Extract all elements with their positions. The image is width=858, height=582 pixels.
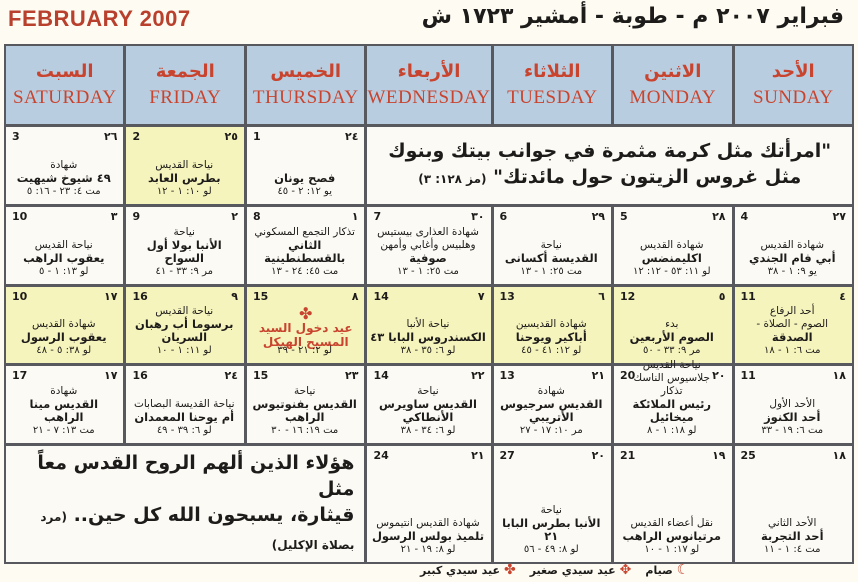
coptic-date: ٢٧ [832, 209, 846, 223]
event-line: القديسة أكسانى [504, 250, 598, 265]
coptic-date: ١٧ [104, 289, 118, 303]
event-line: الثاني بالقسطنطينية [264, 237, 346, 265]
gregorian-date: 11 [740, 369, 756, 383]
event-line: يعقوب الرسول [20, 330, 107, 345]
scripture-reference: لو ١٣: ١ - ٥ [39, 265, 89, 277]
gregorian-date: 21 [620, 449, 636, 462]
day-event [496, 504, 607, 556]
scripture-reference: مر ٩: ٣٣ - ٥٠ [643, 345, 701, 357]
coptic-date: ١٧ [104, 369, 118, 383]
gregorian-date: 16 [132, 369, 148, 383]
day-event [616, 359, 727, 437]
coptic-date: ٢١ [471, 449, 485, 462]
gregorian-date: 7 [373, 209, 382, 223]
day-header-saturday [6, 46, 123, 124]
coptic-date: ٢٠ [712, 369, 726, 383]
day-name-english: MONDAY [629, 87, 717, 108]
day-event [249, 172, 360, 198]
day-cell[interactable] [494, 287, 611, 364]
verse-reference: (مرد بصلاة الإكليل) [40, 510, 355, 552]
calendar-grid [4, 44, 854, 564]
day-event [369, 226, 486, 278]
legend-icon: ☾ [676, 562, 690, 578]
event-line: تذكار التجمع المسكوني [254, 225, 355, 238]
gregorian-date: 15 [252, 369, 269, 383]
day-cell[interactable] [367, 366, 490, 443]
legend-item [645, 562, 689, 578]
day-event [737, 239, 848, 278]
day-name-arabic: الخميس [270, 61, 342, 82]
gregorian-date: 15 [252, 289, 269, 303]
verse-line [16, 502, 354, 558]
coptic-date: ٢٢ [471, 369, 485, 383]
day-name-english: SATURDAY [12, 87, 117, 108]
event-line: اكليمنضس [641, 250, 702, 265]
gregorian-date: 11 [740, 289, 756, 303]
scripture-reference: لو ٣٨: ٥ - ٤٨ [36, 345, 92, 357]
scripture-reference: لو ٨: ٤٩ - ٥٦ [523, 544, 579, 555]
event-line: أحد الرفاع [769, 305, 815, 318]
day-event [128, 226, 239, 278]
major-feast [249, 303, 362, 349]
event-line: فصح يونان [274, 170, 336, 185]
gregorian-date: 13 [499, 289, 515, 303]
day-cell[interactable] [247, 207, 364, 284]
day-name-english: FRIDAY [149, 87, 222, 108]
coptic-date: ١٨ [832, 449, 846, 462]
day-event [496, 239, 607, 278]
event-line: أحد التجربة [760, 529, 824, 543]
gregorian-date: 14 [373, 289, 389, 303]
day-event [737, 305, 848, 357]
verse-line [418, 164, 801, 192]
day-cell[interactable] [247, 287, 364, 364]
event-line: القديس سرجيوس الأتريبي [500, 397, 603, 424]
day-cell[interactable] [126, 127, 243, 204]
day-event [8, 318, 119, 357]
scripture-reference: لو ٦: ٣٤ - ٣٨ [400, 425, 456, 436]
day-event [496, 385, 607, 437]
event-line: تلميذ بولس الرسول [371, 529, 485, 543]
day-cell[interactable] [735, 287, 852, 364]
event-line: نياحة [540, 238, 562, 251]
gregorian-date: 9 [132, 209, 141, 223]
day-header-monday [614, 46, 731, 124]
title-arabic: فبراير ٢٠٠٧ م - طوبة - أمشير ١٧٢٣ ش [421, 4, 844, 29]
day-cell[interactable] [614, 207, 731, 284]
day-event [737, 517, 848, 556]
day-cell[interactable] [614, 287, 731, 364]
legend-label: صيام [645, 563, 673, 577]
day-name-english: THURSDAY [252, 87, 359, 108]
day-cell[interactable] [614, 446, 731, 562]
event-line: نياحة القديس [155, 305, 214, 318]
gregorian-date: 25 [740, 449, 756, 462]
day-cell[interactable] [735, 207, 852, 284]
day-cell[interactable] [6, 287, 123, 364]
day-cell[interactable] [6, 207, 123, 284]
legend-icon: ✥ [619, 562, 632, 578]
coptic-date: ٢٩ [591, 209, 606, 223]
day-cell[interactable] [367, 207, 490, 284]
coptic-date: ٣ [110, 209, 118, 223]
scripture-reference: مت ٤: ١ - ١١ [764, 544, 821, 555]
day-cell[interactable] [494, 366, 611, 443]
day-event [616, 318, 727, 357]
verse-text: مثل غروس الزيتون حول مائدتك" [493, 166, 802, 189]
feast-title: عيد دخول السيد المسيح الهيكل [258, 320, 353, 349]
scripture-reference: مت ١٩: ١٦ - ٣٠ [271, 425, 339, 436]
gregorian-date: 20 [620, 369, 636, 383]
event-line: القديس مينا الراهب [29, 397, 99, 424]
event-line: ٤٩ شيوخ شيهيت [16, 170, 111, 185]
event-line: وهلبيس وأغابي وأمهن [380, 238, 476, 251]
event-line: الأنبا بولا أول السواح [146, 237, 222, 265]
event-line: تذكار [660, 385, 683, 397]
scripture-reference: مت ٤٥: ٢٤ - ١٣ [271, 265, 339, 277]
day-event [249, 226, 360, 278]
scripture-reference: لو ١٧: ١ - ١٠ [644, 544, 700, 555]
event-line: رئيس الملائكة ميخائيل [632, 397, 712, 424]
event-line: نياحة [417, 385, 439, 397]
coptic-date: ٨ [351, 289, 359, 303]
day-event [369, 517, 486, 556]
event-line: مرتيانوس الراهب [622, 529, 722, 543]
scripture-reference: لو ١٢: ٤١ - ٤٥ [521, 345, 582, 357]
day-event [128, 305, 239, 357]
day-event [369, 385, 486, 437]
verse-text: قيثارة، يسبحون الله كل حين.. [73, 504, 355, 526]
verse-reference: (مز ١٢٨: ٣) [418, 172, 487, 187]
gregorian-date: 4 [740, 209, 749, 223]
day-name-arabic: الاثنين [644, 61, 702, 82]
scripture-reference: مت ١٣: ٧ - ٢١ [32, 425, 95, 436]
legend-icon: ✤ [503, 562, 516, 578]
event-line: شهادة العذارى بيستيس [377, 225, 479, 238]
day-cell[interactable] [494, 446, 611, 562]
coptic-date: ٤ [839, 289, 846, 303]
coptic-date: ٩ [231, 289, 238, 303]
legend-item [530, 562, 632, 578]
scripture-reference: لو ١١: ١ - ١٠ [156, 345, 212, 357]
title-english: FEBRUARY 2007 [8, 6, 191, 31]
event-line: شهادة القديس [31, 318, 96, 331]
coptic-date: ٢٨ [712, 209, 726, 223]
verse-line: هؤلاء الذين ألهم الروح القدس معاً مثل [37, 452, 355, 500]
event-line: نياحة القديسة البصابات [133, 398, 235, 410]
scripture-reference: مت ٢٥: ١ - ١٣ [520, 265, 583, 277]
coptic-date: ١٨ [832, 369, 846, 383]
day-event [128, 159, 239, 198]
event-line: نياحة القديس [155, 158, 214, 171]
day-cell[interactable] [247, 127, 364, 204]
event-line: الأنبا بطرس البابا ٢١ [502, 516, 601, 543]
day-cell[interactable] [367, 287, 490, 364]
day-event [496, 318, 607, 357]
gregorian-date: 17 [12, 369, 28, 383]
coptic-date: ٧ [477, 289, 485, 303]
coptic-date: ١ [351, 209, 359, 223]
scripture-reference: مت ٤: ٢٣ - ١٦: ٥ [26, 185, 101, 197]
event-line: نقل أعضاء القديس [630, 517, 714, 529]
gregorian-date: 10 [12, 289, 28, 303]
scripture-reference: لو ٨: ١٩ - ٢١ [400, 544, 456, 555]
day-cell[interactable] [247, 366, 364, 443]
day-cell[interactable] [6, 127, 123, 204]
day-name-english: SUNDAY [753, 87, 834, 108]
day-cell[interactable] [367, 446, 490, 562]
event-line: شهادة القديسين [515, 318, 587, 331]
scripture-reference: مت ٦: ١٩ - ٣٣ [761, 425, 824, 436]
coptic-date: ٢١ [591, 369, 606, 383]
coptic-date: ٣٠ [471, 209, 485, 223]
event-line: أبي فام الجندي [748, 250, 836, 265]
day-header-sunday [735, 46, 852, 124]
day-cell[interactable] [126, 287, 243, 364]
gregorian-date: 27 [499, 449, 515, 462]
day-event [249, 385, 360, 437]
coptic-date: ٢٤ [345, 130, 359, 143]
day-name-english: TUESDAY [507, 87, 598, 108]
scripture-reference: مت ٦: ١ - ١٨ [764, 345, 821, 357]
day-name-arabic: الأحد [771, 61, 815, 82]
day-header-friday [126, 46, 243, 124]
event-line: الصدقة [771, 330, 813, 345]
coptic-date: ٦ [598, 289, 606, 303]
legend [420, 560, 856, 580]
event-line: الكسندروس البابا ٤٣ [370, 330, 486, 345]
event-line: بطرس العابد [147, 170, 221, 185]
event-line: نياحة [294, 385, 316, 397]
event-line: شهادة القديس [639, 238, 704, 251]
coptic-date: ٢٣ [345, 369, 359, 383]
gregorian-date: 24 [373, 449, 389, 462]
day-event [8, 385, 119, 437]
gregorian-date: 8 [252, 209, 261, 223]
gregorian-date: 13 [499, 369, 515, 383]
event-line: نياحة [540, 504, 562, 516]
event-line: أحد الكنوز [764, 410, 821, 424]
event-line: برسوما أب رهبان السريان [135, 317, 234, 345]
scripture-reference: لو ٦: ٣٩ - ٤٩ [156, 425, 212, 436]
event-line: القديس ساويرس الأنطاكي [379, 397, 477, 424]
event-line: أباكير ويوحنا [515, 330, 587, 345]
scripture-reference: لو ١١: ٥٣ - ١٢: ١٢ [633, 265, 711, 277]
day-event [8, 239, 119, 278]
coptic-date: ٢٦ [104, 130, 118, 143]
event-line: القديس بفنوتيوس الراهب [252, 397, 357, 424]
scripture-reference: مر ٩: ٣٣ - ٤١ [155, 265, 213, 277]
day-cell[interactable] [494, 207, 611, 284]
day-event [249, 344, 360, 357]
scripture-reference: لو ١٨: ١ - ٨ [647, 425, 697, 436]
day-event [369, 318, 486, 357]
legend-label: عيد سيدي صغير [529, 563, 616, 577]
scripture-reference: مت ٢٥: ١ - ١٣ [397, 265, 459, 277]
gregorian-date: 16 [132, 289, 148, 303]
event-line: بدء [665, 318, 679, 331]
day-cell[interactable] [614, 359, 731, 443]
scripture-reference: لو ٦: ٣٥ - ٣٨ [400, 345, 456, 357]
day-cell[interactable] [126, 366, 243, 443]
day-event [8, 159, 119, 198]
event-line: شهادة [537, 385, 565, 397]
event-line: نياحة [173, 225, 195, 238]
day-header-thursday [247, 46, 364, 124]
event-line: شهادة القديس انتيموس [376, 517, 480, 529]
day-name-arabic: الجمعة [155, 61, 215, 82]
day-name-arabic: الأربعاء [397, 61, 461, 82]
legend-item [420, 562, 516, 578]
event-line: نياحة القديس [642, 359, 701, 371]
day-name-arabic: السبت [35, 61, 94, 82]
event-line: يعقوب الراهب [23, 250, 105, 265]
gregorian-date: 3 [12, 130, 20, 143]
coptic-date: ٢ [231, 209, 238, 223]
gregorian-date: 2 [132, 130, 141, 143]
verse-top [367, 127, 852, 204]
day-event [128, 398, 239, 437]
event-line: شهادة [50, 385, 78, 397]
coptic-date: ٢٤ [224, 369, 238, 383]
cross-icon: ✤ [299, 303, 313, 323]
event-line: الصوم - الصلاة - [756, 318, 829, 331]
event-line: الأحد الثاني [768, 517, 817, 529]
day-event [616, 239, 727, 278]
event-line: شهادة القديس [760, 238, 825, 251]
day-event [616, 517, 727, 556]
day-cell[interactable] [735, 366, 852, 443]
scripture-reference: لو ٢: ٢١ - ٣٩ [277, 345, 333, 357]
event-line: جلاسيوس الناسك [633, 372, 710, 384]
scripture-reference: لو ١٠: ١ - ١٢ [156, 185, 212, 197]
event-line: الأحد الأول [769, 398, 816, 410]
coptic-date: ٢٥ [224, 130, 238, 143]
day-event [737, 398, 848, 437]
event-line: نياحة القديس [34, 238, 93, 251]
day-name-english: WEDNESDAY [367, 87, 491, 108]
coptic-date: ٥ [718, 289, 726, 303]
gregorian-date: 12 [620, 289, 636, 303]
coptic-date: ٢٠ [591, 449, 606, 462]
scripture-reference: يو ١٢: ٢ - ٤٥ [277, 185, 332, 197]
verse-line: "امرأتك مثل كرمة مثمرة في جوانب بيتك وبنوك [388, 140, 832, 163]
event-line: أم يوحنا المعمدان [134, 410, 235, 424]
coptic-date: ١٩ [712, 449, 726, 462]
day-cell[interactable] [126, 207, 243, 284]
day-cell[interactable] [6, 366, 123, 443]
event-line: الصوم الأربعين [629, 330, 714, 345]
gregorian-date: 1 [252, 130, 261, 143]
scripture-reference: مر ١٠: ١٧ - ٢٧ [519, 425, 583, 436]
legend-label: عيد سيدي كبير [420, 563, 500, 577]
day-header-wednesday [367, 46, 490, 124]
event-line: شهادة [50, 158, 78, 171]
verse-bottom [6, 446, 364, 562]
gregorian-date: 10 [12, 209, 28, 223]
scripture-reference: يو ٩: ١ - ٣٨ [767, 265, 817, 277]
event-line: نياحة الأنبا [406, 318, 450, 331]
gregorian-date: 14 [373, 369, 389, 383]
day-cell[interactable] [735, 446, 852, 562]
day-name-arabic: الثلاثاء [523, 61, 581, 82]
day-header-tuesday [494, 46, 611, 124]
gregorian-date: 6 [499, 209, 508, 223]
event-line: صوفية [409, 250, 447, 265]
gregorian-date: 5 [620, 209, 628, 223]
